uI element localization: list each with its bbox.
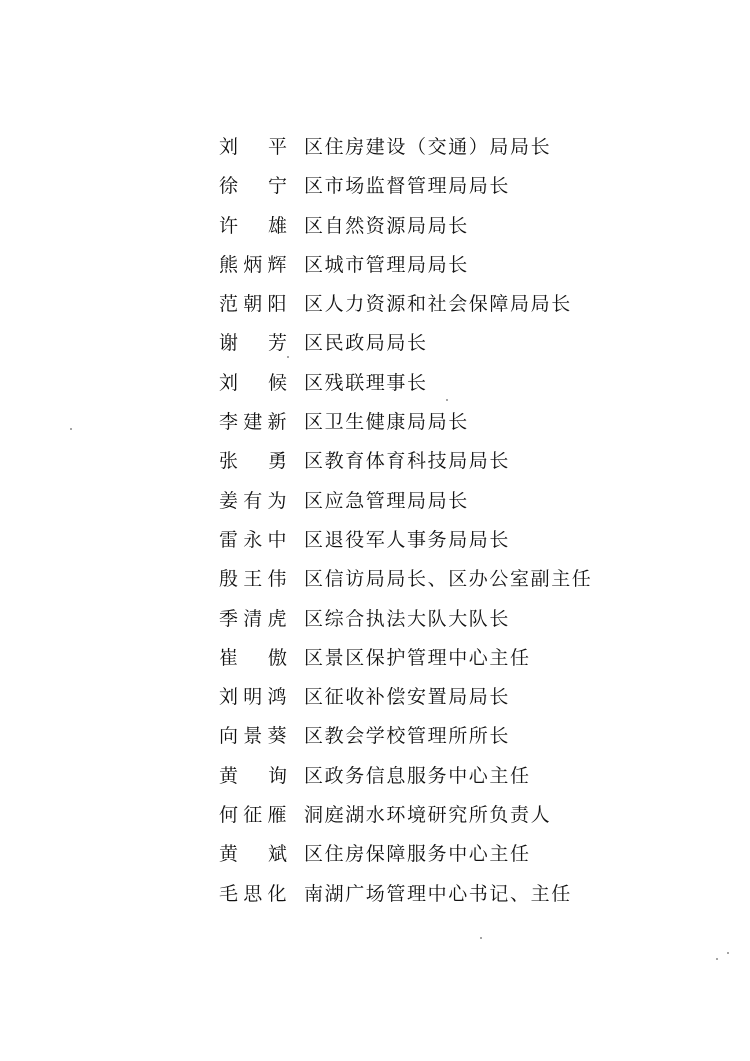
person-name-char: 崔: [219, 646, 239, 669]
person-name-char: 许: [219, 214, 239, 237]
person-name: [219, 875, 287, 914]
person-name-char: 虎: [267, 607, 287, 630]
person-name-char: 建: [243, 411, 263, 434]
person-name-char: 葵: [267, 725, 287, 748]
person-name: [219, 639, 287, 678]
person-name-char: 姜: [219, 489, 239, 512]
roster-row: [0, 442, 750, 481]
person-name-char: 候: [267, 371, 287, 394]
person-name-char: 谢: [219, 332, 239, 355]
person-name-char: 雄: [267, 214, 287, 237]
person-name-char: 傲: [267, 646, 287, 669]
person-name-char: 季: [219, 607, 239, 630]
roster-row: [0, 324, 750, 363]
person-name-char: 新: [267, 411, 287, 434]
roster-row: [0, 207, 750, 246]
roster-row: [0, 403, 750, 442]
person-name: [219, 403, 287, 442]
person-name-char: 张: [219, 450, 239, 473]
personnel-roster: [0, 128, 750, 914]
person-name-char: 平: [267, 136, 287, 158]
person-name-char: 询: [267, 764, 287, 787]
person-name: [219, 678, 287, 717]
person-name-char: 为: [267, 489, 287, 512]
person-name-char: 向: [219, 725, 239, 748]
person-name-char: 伟: [267, 568, 287, 591]
person-title: 区景区保护管理中心主任: [304, 646, 531, 669]
person-name-char: 王: [243, 568, 263, 591]
person-name: [219, 560, 287, 599]
scan-speck: [727, 952, 729, 954]
person-name-char: 景: [243, 725, 263, 748]
person-name-char: 炳: [243, 253, 263, 276]
person-name-char: 思: [243, 882, 263, 905]
person-name: [219, 207, 287, 246]
person-name-char: 黄: [219, 764, 239, 787]
person-name: [219, 128, 287, 167]
person-title: 区综合执法大队大队长: [304, 607, 511, 630]
roster-row: [0, 364, 750, 403]
person-name-char: 朝: [243, 293, 263, 316]
roster-row: [0, 600, 750, 639]
person-name-char: 刘: [219, 371, 239, 394]
scan-speck: [480, 937, 482, 939]
person-name-char: 勇: [267, 450, 287, 473]
person-name-char: 范: [219, 293, 239, 316]
roster-row: [0, 128, 750, 167]
person-title: 洞庭湖水环境研究所负责人: [304, 804, 552, 827]
person-title: 区政务信息服务中心主任: [304, 764, 531, 787]
person-name: [219, 442, 287, 481]
roster-row: [0, 717, 750, 756]
person-name-char: 芳: [267, 332, 287, 355]
person-name-char: 黄: [219, 843, 239, 866]
scan-speck: [446, 399, 448, 401]
person-name-char: 刘: [219, 136, 239, 158]
person-title: 区卫生健康局局长: [304, 411, 469, 434]
person-name: [219, 285, 287, 324]
person-name-char: 殷: [219, 568, 239, 591]
roster-row: [0, 521, 750, 560]
person-title: 区民政局局长: [304, 332, 428, 355]
roster-row: [0, 482, 750, 521]
person-name: [219, 796, 287, 835]
roster-row: [0, 285, 750, 324]
person-title: 区城市管理局局长: [304, 253, 469, 276]
roster-row: [0, 757, 750, 796]
roster-row: [0, 835, 750, 874]
person-name: [219, 482, 287, 521]
person-name-char: 鸿: [267, 686, 287, 709]
person-name-char: 雁: [267, 804, 287, 827]
scan-speck: [716, 958, 718, 960]
person-name-char: 辉: [267, 253, 287, 276]
person-name-char: 刘: [219, 686, 239, 709]
person-name-char: 有: [243, 489, 263, 512]
person-name-char: 宁: [267, 175, 287, 198]
person-name-char: 化: [267, 882, 287, 905]
person-name: [219, 521, 287, 560]
person-name-char: 雷: [219, 528, 239, 551]
person-name: [219, 717, 287, 756]
person-name-char: 毛: [219, 882, 239, 905]
person-name: [219, 600, 287, 639]
person-name-char: 明: [243, 686, 263, 709]
roster-row: [0, 167, 750, 206]
person-title: 区残联理事长: [304, 371, 428, 394]
person-name: [219, 246, 287, 285]
person-name-char: 何: [219, 804, 239, 827]
person-title: 区市场监督管理局局长: [304, 175, 511, 198]
roster-row: [0, 678, 750, 717]
person-title: 区征收补偿安置局局长: [304, 686, 511, 709]
person-name-char: 李: [219, 411, 239, 434]
person-name-char: 熊: [219, 253, 239, 276]
person-title: 区住房建设（交通）局局长: [304, 136, 552, 158]
person-name-char: 清: [243, 607, 263, 630]
person-name-char: 永: [243, 528, 263, 551]
person-title: 区应急管理局局长: [304, 489, 469, 512]
person-title: 区住房保障服务中心主任: [304, 843, 531, 866]
roster-row: [0, 639, 750, 678]
person-name-char: 阳: [267, 293, 287, 316]
person-name: [219, 364, 287, 403]
person-title: 南湖广场管理中心书记、主任: [304, 882, 572, 905]
person-name: [219, 835, 287, 874]
roster-row: [0, 246, 750, 285]
person-title: 区教会学校管理所所长: [304, 725, 511, 748]
person-title: 区信访局局长、区办公室副主任: [304, 568, 593, 591]
roster-row: [0, 560, 750, 599]
person-name-char: 中: [267, 528, 287, 551]
person-name-char: 征: [243, 804, 263, 827]
person-title: 区教育体育科技局局长: [304, 450, 511, 473]
person-title: 区自然资源局局长: [304, 214, 469, 237]
person-name: [219, 757, 287, 796]
roster-row: [0, 875, 750, 914]
scan-speck: [287, 356, 289, 358]
person-name-char: 徐: [219, 175, 239, 198]
person-title: 区退役军人事务局局长: [304, 528, 511, 551]
person-name-char: 斌: [267, 843, 287, 866]
person-name: [219, 167, 287, 206]
person-title: 区人力资源和社会保障局局长: [304, 293, 572, 316]
person-name: [219, 324, 287, 363]
roster-row: [0, 796, 750, 835]
scan-speck: [70, 428, 72, 430]
